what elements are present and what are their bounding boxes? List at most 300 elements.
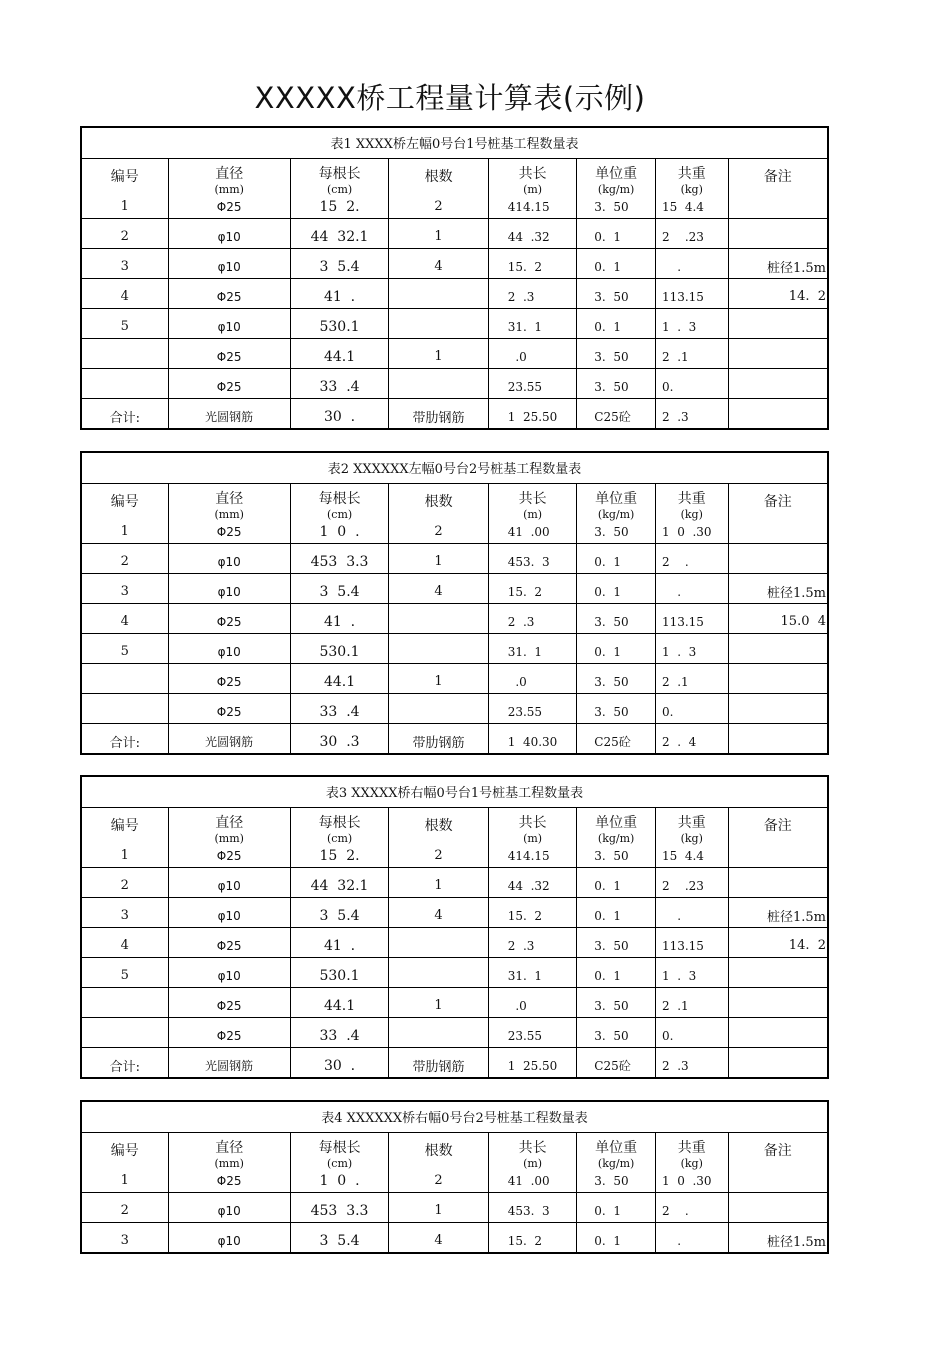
weight-total-cell: 2 .1 [656,664,729,693]
diameter-cell: φ10 [169,1223,291,1252]
weight-total-cell: 2 .3 [656,1048,729,1077]
header-label: 备注 [763,169,792,185]
diameter-cell: φ10 [169,574,291,603]
no-cell: 2 [82,544,169,573]
diameter-cell: φ10 [169,544,291,573]
unit-weight-header [577,484,656,521]
length-total-cell: 23.55 [489,1018,578,1047]
header-label: 单位重 [595,1140,638,1156]
no-cell: 3 [82,249,169,278]
table-row [82,958,827,988]
header-label: 备注 [763,1143,792,1159]
header-unit: (cm) [327,183,353,196]
count-cell: 1 [389,544,488,573]
note-cell [729,724,827,753]
no-cell: 5 [82,958,169,987]
weight-total-cell: 2 .3 [656,399,729,428]
diameter-cell: 光圆钢筋 [169,724,291,753]
length-each-cell: 30 .3 [291,724,389,753]
table-header-row [82,1133,827,1170]
header-label: 共重 [677,166,706,182]
length-total-cell: 31. 1 [489,958,578,987]
header-unit: (m) [523,832,543,845]
weight-total-cell: 1 . 3 [656,958,729,987]
length-total-cell: 453. 3 [489,1193,578,1222]
length-each-cell: 33 .4 [291,369,389,398]
weight-total-cell: 113.15 [656,928,729,957]
length-total-cell: .0 [489,339,578,368]
length-each-cell: 33 .4 [291,1018,389,1047]
unit-weight-cell: 0. 1 [577,868,656,897]
header-label: 共长 [518,166,547,182]
length-total-cell: .0 [489,664,578,693]
table-caption: 表2 XXXXXX左幅0号台2号桩基工程数量表 [82,453,827,484]
count-cell [389,1018,488,1047]
header-unit: (m) [523,1157,543,1170]
note-cell [729,988,827,1017]
quantity-table-4 [80,1100,829,1254]
length-total-cell: 15. 2 [489,1223,578,1252]
length-total-header [489,159,578,196]
unit-weight-cell: 0. 1 [577,1193,656,1222]
count-cell [389,634,488,663]
length-total-cell: 15. 2 [489,574,578,603]
header-unit: (kg) [680,183,703,196]
table-row [82,399,827,428]
diameter-cell: Φ25 [169,279,291,308]
count-cell: 1 [389,339,488,368]
header-label: 编号 [110,1143,139,1159]
header-label: 编号 [110,494,139,510]
note-header [729,484,827,514]
weight-total-cell: 15 4.4 [656,838,729,867]
length-total-cell: 15. 2 [489,898,578,927]
no-cell: 1 [82,1163,169,1192]
no-header [82,1133,169,1163]
header-label: 每根长 [318,166,361,182]
unit-weight-cell: 3. 50 [577,838,656,867]
unit-weight-header [577,808,656,845]
note-cell: 桩径1.5m [767,910,827,925]
weight-total-cell: 113.15 [656,279,729,308]
no-cell: 合计: [82,399,169,428]
note-header [729,1133,827,1163]
no-cell: 1 [82,189,169,218]
table-row [82,838,827,868]
table-caption: 表3 XXXXX桥右幅0号台1号桩基工程数量表 [82,777,827,808]
length-total-cell: 414.15 [489,189,578,218]
table-header-row [82,484,827,521]
weight-total-cell: 1 0 .30 [656,1163,729,1192]
weight-total-header [656,159,729,196]
no-cell: 2 [82,219,169,248]
length-each-cell: 453 3.3 [291,544,389,573]
diameter-cell: φ10 [169,219,291,248]
weight-total-cell: . [656,898,729,927]
count-cell [389,928,488,957]
length-each-cell: 530.1 [291,634,389,663]
header-label: 根数 [424,494,453,510]
table-row [82,219,827,249]
header-unit: (cm) [327,832,353,845]
length-each-cell: 44.1 [291,664,389,693]
table-row [82,544,827,574]
length-total-header [489,808,578,845]
length-each-cell: 1 0 . [291,514,389,543]
no-cell: 3 [82,898,169,927]
header-unit: (kg/m) [597,1157,635,1170]
note-cell [729,369,827,398]
count-cell: 1 [389,664,488,693]
length-total-cell: 31. 1 [489,634,578,663]
unit-weight-cell: 3. 50 [577,189,656,218]
weight-total-cell: 0. [656,694,729,723]
note-cell: 15.0 4 [780,614,827,629]
diameter-cell: φ10 [169,309,291,338]
length-total-header [489,484,578,521]
count-cell: 2 [389,1163,488,1192]
weight-total-cell: 1 . 3 [656,309,729,338]
count-cell: 带肋钢筋 [389,724,488,753]
no-cell: 4 [82,279,169,308]
header-unit: (mm) [214,183,244,196]
length-each-cell: 33 .4 [291,694,389,723]
length-total-cell: 31. 1 [489,309,578,338]
count-cell: 1 [389,988,488,1017]
length-each-cell: 3 5.4 [291,249,389,278]
quantity-table-3 [80,775,829,1079]
length-each-cell: 15 2. [291,838,389,867]
length-total-cell: 1 25.50 [489,399,578,428]
header-label: 每根长 [318,815,361,831]
note-cell: 14. 2 [788,938,827,953]
no-cell [82,369,169,398]
weight-total-header [656,808,729,845]
note-cell [729,868,827,897]
header-label: 每根长 [318,491,361,507]
note-cell [729,309,827,338]
length-total-cell: 44 .32 [489,219,578,248]
count-cell: 4 [389,574,488,603]
no-cell: 2 [82,868,169,897]
length-each-cell: 30 . [291,399,389,428]
quantity-table-2 [80,451,829,755]
table-header-row [82,808,827,845]
count-cell: 1 [389,1193,488,1222]
diameter-header [169,159,291,196]
unit-weight-cell: 3. 50 [577,339,656,368]
length-total-cell: 2 .3 [489,279,578,308]
table-row [82,339,827,369]
header-label: 单位重 [595,815,638,831]
unit-weight-cell: 0. 1 [577,634,656,663]
unit-weight-cell: C25砼 [577,1048,656,1077]
note-cell [729,1018,827,1047]
table-caption: 表1 XXXX桥左幅0号台1号桩基工程数量表 [82,128,827,159]
diameter-cell: Φ25 [169,339,291,368]
count-cell: 2 [389,838,488,867]
no-cell: 3 [82,1223,169,1252]
length-each-cell: 44 32.1 [291,868,389,897]
length-total-cell: 41 .00 [489,514,578,543]
header-label: 备注 [763,818,792,834]
unit-weight-cell: 3. 50 [577,604,656,633]
weight-total-cell: 1 . 3 [656,634,729,663]
header-unit: (kg/m) [597,508,635,521]
unit-weight-cell: 0. 1 [577,898,656,927]
header-label: 直径 [215,815,244,831]
length-each-cell: 44.1 [291,339,389,368]
note-cell [729,399,827,428]
note-cell: 14. 2 [788,289,827,304]
count-cell: 4 [389,249,488,278]
no-cell [82,664,169,693]
table-row [82,369,827,399]
diameter-cell: Φ25 [169,694,291,723]
no-cell [82,694,169,723]
weight-total-cell: 2 .23 [656,868,729,897]
header-label: 共长 [518,1140,547,1156]
count-cell: 带肋钢筋 [389,399,488,428]
unit-weight-cell: 3. 50 [577,279,656,308]
note-cell: 桩径1.5m [767,586,827,601]
no-cell: 合计: [82,1048,169,1077]
quantity-table-1 [80,126,829,430]
diameter-cell: Φ25 [169,604,291,633]
header-label: 共重 [677,491,706,507]
count-cell: 1 [389,219,488,248]
note-header [729,159,827,189]
unit-weight-cell: 3. 50 [577,988,656,1017]
header-label: 根数 [424,169,453,185]
header-unit: (kg/m) [597,183,635,196]
unit-weight-cell: 3. 50 [577,514,656,543]
unit-weight-cell: 0. 1 [577,219,656,248]
note-cell [729,1048,827,1077]
note-cell [729,1163,827,1192]
diameter-cell: φ10 [169,868,291,897]
table-row [82,1223,827,1252]
document-title: XXXXX桥工程量计算表(示例) [254,81,646,115]
length-each-header [291,808,389,845]
table-row [82,694,827,724]
length-total-cell: 44 .32 [489,868,578,897]
weight-total-cell: 113.15 [656,604,729,633]
note-cell: 桩径1.5m [767,1235,827,1250]
length-each-cell: 1 0 . [291,1163,389,1192]
header-label: 单位重 [595,166,638,182]
table-row [82,279,827,309]
unit-weight-cell: 3. 50 [577,928,656,957]
length-each-cell: 15 2. [291,189,389,218]
count-cell: 带肋钢筋 [389,1048,488,1077]
weight-total-cell: 2 . [656,544,729,573]
table-row [82,988,827,1018]
header-label: 直径 [215,1140,244,1156]
count-cell [389,694,488,723]
header-label: 共长 [518,491,547,507]
header-label: 单位重 [595,491,638,507]
weight-total-cell: 0. [656,369,729,398]
diameter-cell: φ10 [169,249,291,278]
table-row [82,634,827,664]
note-cell [729,1193,827,1222]
header-unit: (kg/m) [597,832,635,845]
diameter-cell: Φ25 [169,1018,291,1047]
unit-weight-cell: 0. 1 [577,958,656,987]
header-label: 每根长 [318,1140,361,1156]
diameter-cell: φ10 [169,1193,291,1222]
table-header-row [82,159,827,196]
table-row [82,1018,827,1048]
unit-weight-header [577,1133,656,1170]
count-header [389,1133,488,1163]
header-unit: (cm) [327,508,353,521]
unit-weight-cell: C25砼 [577,724,656,753]
header-label: 共重 [677,815,706,831]
length-total-cell: 2 .3 [489,604,578,633]
table-caption: 表4 XXXXXX桥右幅0号台2号桩基工程数量表 [82,1102,827,1133]
unit-weight-cell: 3. 50 [577,664,656,693]
count-cell: 4 [389,898,488,927]
note-cell [729,514,827,543]
unit-weight-cell: 3. 50 [577,694,656,723]
length-each-header [291,1133,389,1170]
header-unit: (m) [523,508,543,521]
count-cell: 4 [389,1223,488,1252]
no-cell [82,1018,169,1047]
header-label: 根数 [424,1143,453,1159]
diameter-cell: φ10 [169,958,291,987]
length-each-cell: 30 . [291,1048,389,1077]
no-header [82,808,169,838]
no-cell: 2 [82,1193,169,1222]
unit-weight-cell: 0. 1 [577,544,656,573]
table-row [82,898,827,928]
note-cell [729,664,827,693]
length-total-cell: .0 [489,988,578,1017]
diameter-cell: Φ25 [169,369,291,398]
header-label: 共重 [677,1140,706,1156]
diameter-cell: φ10 [169,634,291,663]
length-total-cell: 414.15 [489,838,578,867]
note-cell [729,958,827,987]
table-row [82,1193,827,1223]
no-cell [82,988,169,1017]
header-unit: (cm) [327,1157,353,1170]
count-cell [389,604,488,633]
note-cell [729,339,827,368]
length-total-cell: 23.55 [489,694,578,723]
count-header [389,159,488,189]
note-cell [729,694,827,723]
no-cell: 1 [82,838,169,867]
length-each-cell: 41 . [291,604,389,633]
table-row [82,868,827,898]
header-label: 编号 [110,169,139,185]
count-cell: 2 [389,189,488,218]
header-unit: (m) [523,183,543,196]
weight-total-header [656,484,729,521]
diameter-cell: Φ25 [169,1163,291,1192]
unit-weight-cell: 0. 1 [577,309,656,338]
unit-weight-cell: 0. 1 [577,574,656,603]
diameter-cell: Φ25 [169,664,291,693]
unit-weight-cell: 3. 50 [577,1018,656,1047]
no-cell: 3 [82,574,169,603]
weight-total-cell: 15 4.4 [656,189,729,218]
length-each-cell: 44.1 [291,988,389,1017]
table-row [82,1163,827,1193]
diameter-cell: 光圆钢筋 [169,1048,291,1077]
header-label: 直径 [215,166,244,182]
length-total-cell: 453. 3 [489,544,578,573]
table-row [82,249,827,279]
diameter-header [169,484,291,521]
length-total-cell: 2 .3 [489,928,578,957]
count-cell [389,958,488,987]
weight-total-cell: 2 .1 [656,988,729,1017]
note-cell [729,838,827,867]
diameter-cell: Φ25 [169,988,291,1017]
table-row [82,928,827,958]
count-cell: 2 [389,514,488,543]
no-cell: 4 [82,604,169,633]
length-each-cell: 44 32.1 [291,219,389,248]
header-label: 共长 [518,815,547,831]
note-cell [729,634,827,663]
header-label: 备注 [763,494,792,510]
header-unit: (mm) [214,508,244,521]
weight-total-cell: . [656,249,729,278]
diameter-cell: Φ25 [169,514,291,543]
no-cell [82,339,169,368]
length-total-cell: 41 .00 [489,1163,578,1192]
length-total-cell: 1 40.30 [489,724,578,753]
unit-weight-cell: 0. 1 [577,249,656,278]
no-header [82,484,169,514]
no-cell: 5 [82,309,169,338]
length-each-cell: 530.1 [291,309,389,338]
diameter-header [169,1133,291,1170]
header-label: 编号 [110,818,139,834]
diameter-header [169,808,291,845]
count-cell: 1 [389,868,488,897]
table-row [82,574,827,604]
length-total-cell: 15. 2 [489,249,578,278]
table-row [82,514,827,544]
count-header [389,484,488,514]
header-unit: (mm) [214,1157,244,1170]
length-each-cell: 3 5.4 [291,1223,389,1252]
header-unit: (kg) [680,832,703,845]
note-cell [729,219,827,248]
diameter-cell: Φ25 [169,928,291,957]
note-header [729,808,827,838]
weight-total-cell: 1 0 .30 [656,514,729,543]
no-cell: 合计: [82,724,169,753]
weight-total-cell: 2 .1 [656,339,729,368]
unit-weight-cell: 0. 1 [577,1223,656,1252]
unit-weight-cell: C25砼 [577,399,656,428]
header-label: 直径 [215,491,244,507]
unit-weight-cell: 3. 50 [577,1163,656,1192]
count-cell [389,369,488,398]
diameter-cell: 光圆钢筋 [169,399,291,428]
note-cell: 桩径1.5m [767,261,827,276]
weight-total-cell: . [656,1223,729,1252]
table-row [82,309,827,339]
